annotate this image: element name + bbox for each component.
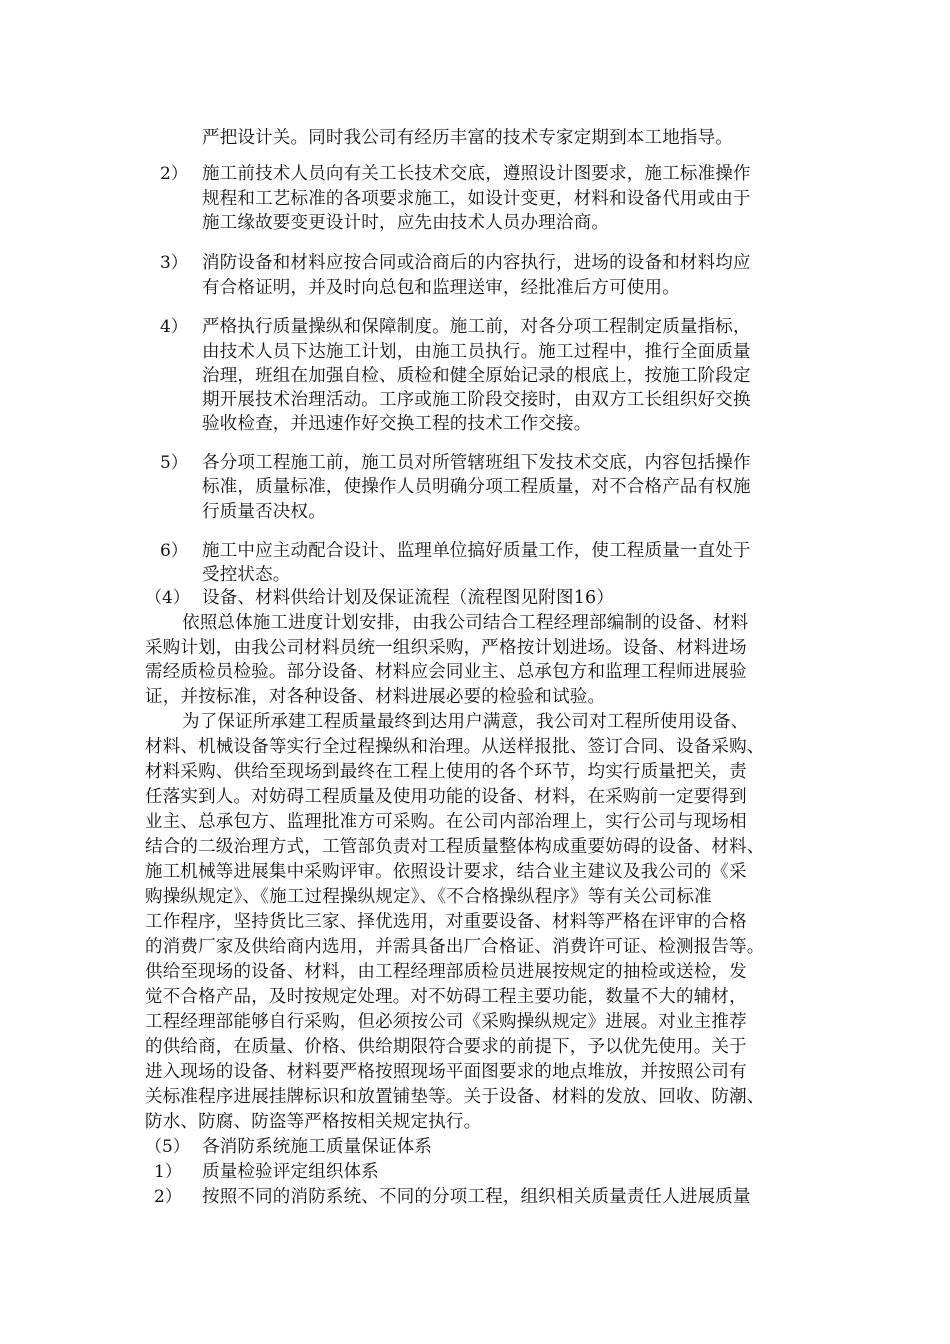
item-4-line-5: 验收检查，并迅速作好交换工程的技术工作交接。 [202, 414, 592, 434]
item-6-line-1: 施工中应主动配合设计、监理单位搞好质量工作，使工程质量一直处于 [202, 541, 751, 561]
paragraph-2-line-3: 材料采购、供给至现场到最终在工程上使用的各个环节，均实行质量把关，责 [145, 762, 747, 782]
paragraph-2-line-8: 购操纵规定》、《施工过程操纵规定》、《不合格操纵程序》等有关公司标准 [145, 887, 712, 907]
paragraph-2-line-9: 工作程序，坚持货比三家、择优选用，对重要设备、材料等严格在评审的合格 [145, 912, 747, 932]
paragraph-1-line-2: 采购计划，由我公司材料员统一组织采购，严格按计划进场。设备、材料进场 [145, 638, 747, 658]
item-2-number: 2） [160, 164, 188, 184]
item-4-line-3: 治理，班组在加强自检、质检和健全原始记录的根底上，按施工阶段定 [202, 366, 751, 386]
item-4-number: 4） [160, 317, 188, 337]
section-5-number: （5） [145, 1137, 190, 1157]
item-6-number: 6） [160, 541, 188, 561]
paragraph-1-line-1: 依照总体施工进度计划安排，由我公司结合工程经理部编制的设备、材料 [182, 613, 749, 633]
item-b2-number: 2） [154, 1187, 182, 1207]
paragraph-2-line-11: 供给至现场的设备、材料，由工程经理部质检员进展按规定的抽检或送检，发 [145, 962, 747, 982]
paragraph-2-line-12: 觉不合格产品，及时按规定处理。对不妨碍工程主要功能，数量不大的辅材， [145, 987, 747, 1007]
paragraph-2-line-2: 材料、机械设备等实行全过程操纵和治理。从送样报批、签订合同、设备采购、 [145, 737, 765, 757]
item-b1-number: 1） [154, 1162, 182, 1182]
paragraph-2-line-13: 工程经理部能够自行采购，但必须按公司《采购操纵规定》进展。对业主推荐 [145, 1012, 747, 1032]
item-3-line-2: 有合格证明，并及时向总包和监理送审，经批准后方可使用。 [202, 278, 680, 298]
paragraph-2-line-15: 进入现场的设备、材料要严格按照现场平面图要求的地点堆放，并按照公司有 [145, 1062, 747, 1082]
paragraph-2-line-14: 的供给商，在质量、价格、供给期限符合要求的前提下，予以优先使用。关于 [145, 1037, 747, 1057]
item-4-line-1: 严格执行质量操纵和保障制度。施工前，对各分项工程制定质量指标， [202, 317, 751, 337]
paragraph-2-line-10: 的消费厂家及供给商内选用，并需具备出厂合格证、消费许可证、检测报告等。 [145, 937, 765, 957]
paragraph-1-line-3: 需经质检员检验。部分设备、材料应会同业主、总承包方和监理工程师进展验 [145, 662, 747, 682]
paragraph-2-line-5: 业主、总承包方、监理批准方可采购。在公司内部治理上，实行公司与现场相 [145, 812, 747, 832]
item-5-number: 5） [160, 453, 188, 473]
paragraph-1-line-4: 证，并按标准，对各种设备、材料进展必要的检验和试验。 [145, 687, 606, 707]
item-4-line-2: 由技术人员下达施工计划，由施工员执行。施工过程中，推行全面质量 [202, 342, 751, 362]
item-5-line-3: 行质量否决权。 [202, 502, 326, 522]
item-5-line-2: 标准，质量标准，使操作人员明确分项工程质量，对不合格产品有权施 [202, 477, 751, 497]
item-b1-line-1: 质量检验评定组织体系 [202, 1162, 379, 1182]
item-3-number: 3） [160, 253, 188, 273]
item-6-line-2: 受控状态。 [202, 565, 291, 585]
paragraph-2-line-1: 为了保证所承建工程质量最终到达用户满意，我公司对工程所使用设备、 [182, 712, 749, 732]
paragraph-2-line-6: 结合的二级治理方式，工管部负责对工程质量整体构成重要妨碍的设备、材料、 [145, 837, 765, 857]
section-4-title: 设备、材料供给计划及保证流程（流程图见附图16） [202, 588, 615, 608]
paragraph-2-line-16: 关标准程序进展挂牌标识和放置铺垫等。关于设备、材料的发放、回收、防潮、 [145, 1087, 765, 1107]
section-4-number: （4） [145, 588, 190, 608]
item-2-line-2: 规程和工艺标准的各项要求施工，如设计变更，材料和设备代用或由于 [202, 189, 751, 209]
section-5-title: 各消防系统施工质量保证体系 [202, 1137, 433, 1157]
item-4-line-4: 期开展技术治理活动。工序或施工阶段交接时，由双方工长组织好交换 [202, 390, 751, 410]
paragraph-2-line-7: 施工机械等进展集中采购评审。依照设计要求，结合业主建议及我公司的《采 [145, 862, 747, 882]
item-5-line-1: 各分项工程施工前，施工员对所管辖班组下发技术交底，内容包括操作 [202, 453, 751, 473]
paragraph-2-line-17: 防水、防腐、防盗等严格按相关规定执行。 [145, 1112, 482, 1132]
item-2-line-1: 施工前技术人员向有关工长技术交底，遵照设计图要求，施工标准操作 [202, 164, 751, 184]
intro-line: 严把设计关。同时我公司有经历丰富的技术专家定期到本工地指导。 [202, 128, 733, 148]
item-b2-line-1: 按照不同的消防系统、不同的分项工程，组织相关质量责任人进展质量 [202, 1187, 751, 1207]
item-3-line-1: 消防设备和材料应按合同或洽商后的内容执行，进场的设备和材料均应 [202, 253, 751, 273]
item-2-line-3: 施工缘故要变更设计时，应先由技术人员办理洽商。 [202, 213, 610, 233]
paragraph-2-line-4: 任落实到人。对妨碍工程质量及使用功能的设备、材料，在采购前一定要得到 [145, 787, 747, 807]
